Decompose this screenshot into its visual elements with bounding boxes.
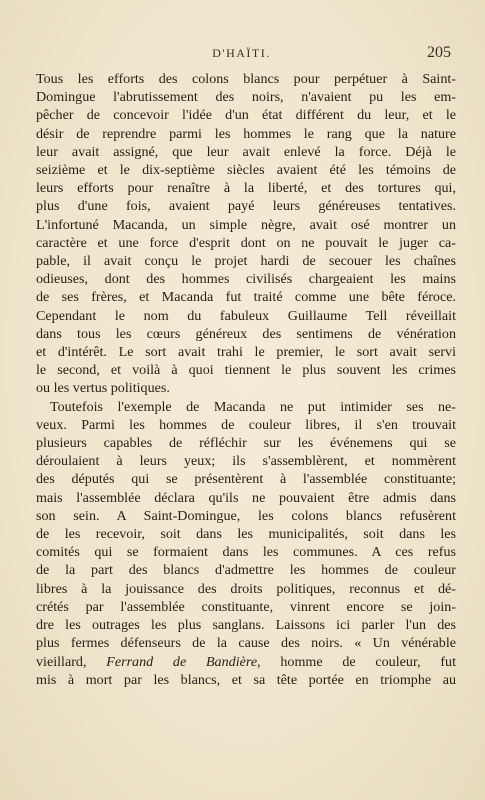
text-line: plus d'une fois, avaient payé leurs généreuses tentatives. [36,198,456,215]
text-segment: , homme de couleur, fut [257,653,456,670]
text-line: leur avait assigné, que leur avait enlevé la force. Déjà le [36,143,456,160]
page-number: 205 [427,44,451,61]
running-title: D'HAÏTI. [212,46,271,60]
text-line: dre les outrages les plus sanglans. Laissons ici parler l'un des [36,617,456,634]
text-line: Cependant le nom du fabuleux Guillaume Tell réveillait [36,307,456,324]
text-line: pêcher de concevoir l'idée d'un état différent du leur, et le [36,107,456,124]
text-line: seizième et le dix-septième siècles avaient été les témoins de [36,162,456,179]
paragraph-2 [36,398,456,689]
text-line: veux. Parmi les hommes de couleur libres, il s'en trouvait [36,416,456,433]
text-line: mis à mort par les blancs, et sa tête portée en triomphe au [36,671,456,688]
text-line: et d'intérêt. Le sort avait trahi le premier, le sort avait servi [36,344,456,361]
text-line: comités qui se formaient dans les communes. A ces refus [36,544,456,561]
text-line: odieuses, dont des hommes civilisés chargeaient les mains [36,271,456,288]
text-line: dans tous les cœurs généreux des sentimens de vénération [36,325,456,342]
text-line: de la part des blancs d'admettre les hommes de couleur [36,562,456,579]
body-text [36,70,456,689]
running-header [32,44,451,62]
text-line: caractère et une force d'esprit dont on ne pouvait le juger ca- [36,234,456,251]
text-line: plus fermes défenseurs de la cause des noirs. « Un vénérable [36,635,456,652]
paragraph-1 [36,70,456,398]
text-line: Domingue l'abrutissement des noirs, n'avaient pu les em- [36,89,456,106]
text-line: mais l'assemblée déclara qu'ils ne pouvaient être admis dans [36,489,456,506]
text-line: Tous les efforts des colons blancs pour perpétuer à Saint- [36,71,456,87]
text-line: plusieurs capables de réfléchir sur les événemens qui se [36,435,456,452]
text-line: Toutefois l'exemple de Macanda ne put intimider ses ne- [50,398,456,415]
text-line: libres à la jouissance des droits politiques, reconnus et dé- [36,580,456,597]
text-line: des députés qui se présentèrent à l'assemblée constituante; [36,471,456,488]
text-line: de les recevoir, soit dans les municipalités, soit dans les [36,526,456,543]
text-line: son sein. A Saint-Domingue, les colons blancs refusèrent [36,507,456,524]
text-segment: vieillard, [36,653,107,670]
text-line: désir de reprendre parmi les hommes le rang que la nature [36,125,456,142]
text-line: ou les vertus politiques. [36,380,170,397]
text-line: le second, et voilà à quoi tiennent le plus souvent les crimes [36,362,456,379]
person-name: Ferrand de Bandière [106,653,258,670]
text-line: de ses frères, et Macanda fut traité comme une bête féroce. [36,289,456,306]
text-line: pable, il avait conçu le projet hardi de secouer les chaînes [36,253,456,270]
text-line: déroulaient à leurs yeux; ils s'assemblèrent, et nommèrent [36,453,456,470]
text-line: L'infortuné Macanda, un simple nègre, avait osé montrer un [36,216,456,233]
text-line-with-name [36,653,456,671]
text-line: crétés par l'assemblée constituante, vinrent encore se join- [36,598,456,615]
text-line: leurs efforts pour renaître à la liberté, et des tortures qui, [36,180,456,197]
